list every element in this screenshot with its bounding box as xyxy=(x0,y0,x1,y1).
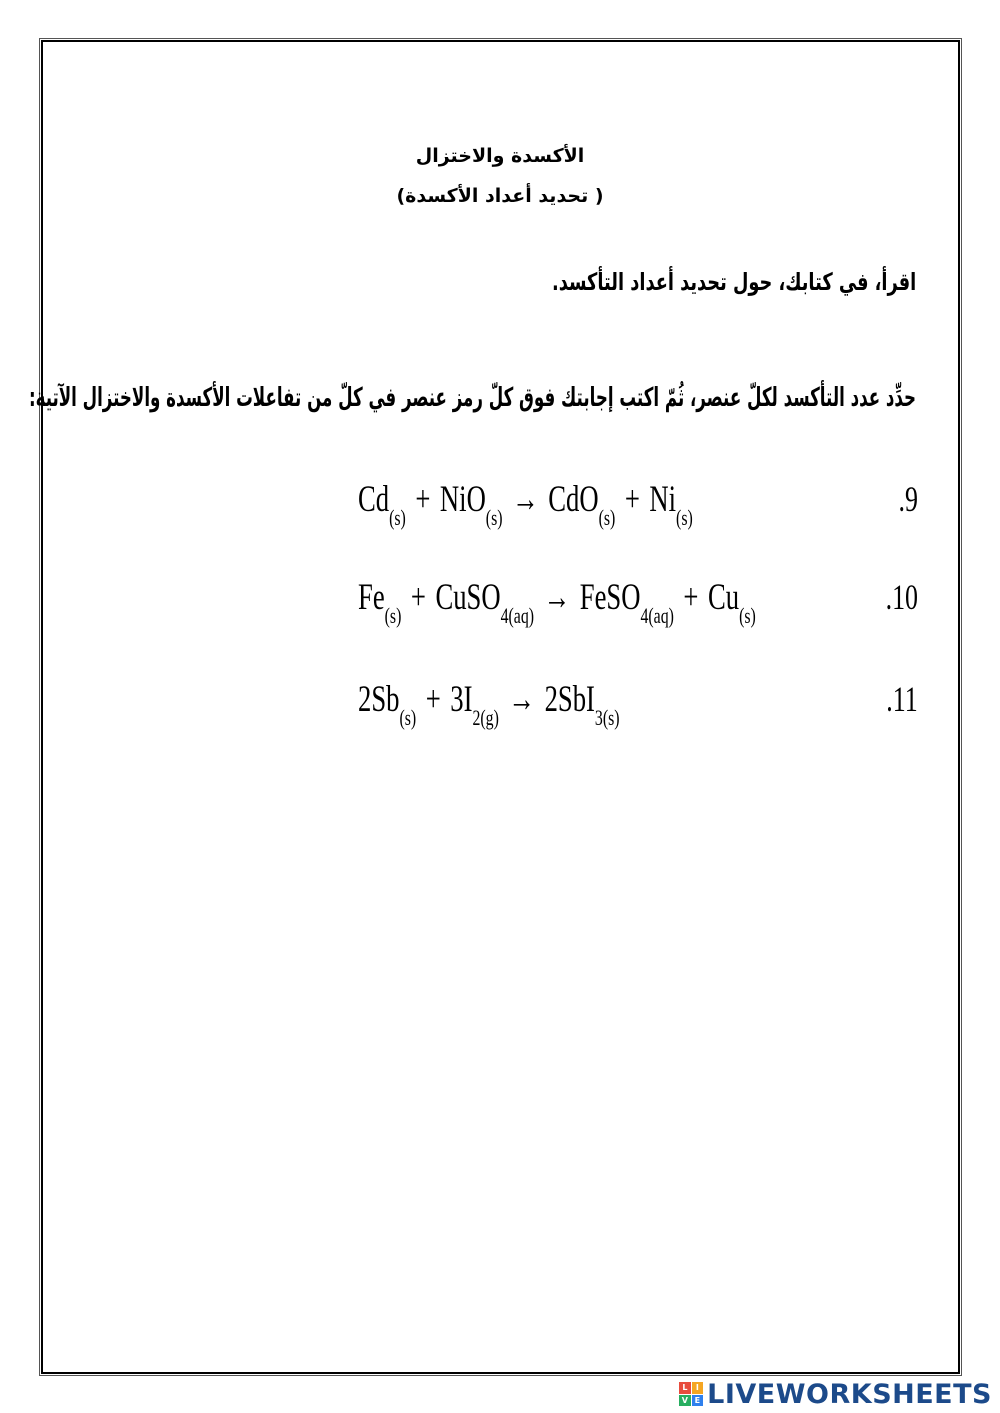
reaction-arrow: → xyxy=(508,679,536,720)
question-number: .10 xyxy=(885,577,918,617)
equation-9 xyxy=(358,478,693,530)
product-feso4: FeSO$_{4(aq)}$ xyxy=(579,577,674,628)
product-cdo: CdO$_{(s)}$ xyxy=(548,479,616,530)
question-number: .11 xyxy=(886,679,918,719)
reaction-arrow: → xyxy=(512,479,539,520)
liveworksheets-wordmark: LIVEWORKSHEETS xyxy=(707,1378,992,1410)
product-ni: $Ni_{(s)}$ xyxy=(649,479,693,530)
question-number: .9 xyxy=(898,479,918,519)
reactant-sb: $2Sb_{(s)}$ xyxy=(358,679,417,730)
reactant-cuso4: CuSO$_{4(aq)}$ xyxy=(435,577,535,628)
plus-sign: + xyxy=(425,679,441,720)
worksheet-title: الأكسدة والاختزال xyxy=(415,145,585,167)
reactant-fe: $Fe_{(s)}$ xyxy=(358,577,402,628)
question-11 xyxy=(0,678,1000,748)
plus-sign: + xyxy=(624,479,640,520)
reactant-i2: $3I_{2(g)}$ xyxy=(450,679,499,730)
product-sbi3: 2SbI$_{3(s)}$ xyxy=(544,679,620,730)
reactant-cd: $Cd_{(s)}$ xyxy=(358,479,406,530)
worksheet-subtitle: ( تحديد أعداد الأكسدة) xyxy=(396,185,604,207)
liveworksheets-branding xyxy=(679,1377,992,1411)
equation-11 xyxy=(358,678,620,730)
reactant-nio: NiO$_{(s)}$ xyxy=(439,479,503,530)
product-cu: $Cu_{(s)}$ xyxy=(707,577,756,628)
reading-instruction: اقرأ، في كتابك، حول تحديد أعداد التأكسد. xyxy=(551,268,916,296)
question-10 xyxy=(0,576,1000,646)
plus-sign: + xyxy=(415,479,431,520)
question-9 xyxy=(0,478,1000,548)
plus-sign: + xyxy=(683,577,699,618)
reaction-arrow: → xyxy=(543,577,571,618)
liveworksheets-logo-icon: L I V E xyxy=(679,1382,703,1406)
equation-10 xyxy=(358,576,756,628)
plus-sign: + xyxy=(410,577,426,618)
task-instruction: حدِّد عدد التأكسد لكلّ عنصر، ثُمّ اكتب إجابتك فوق كلّ رمز عنصر في كلّ من تفاعلات الأكسدة والاختزال الآتية: xyxy=(28,383,916,413)
